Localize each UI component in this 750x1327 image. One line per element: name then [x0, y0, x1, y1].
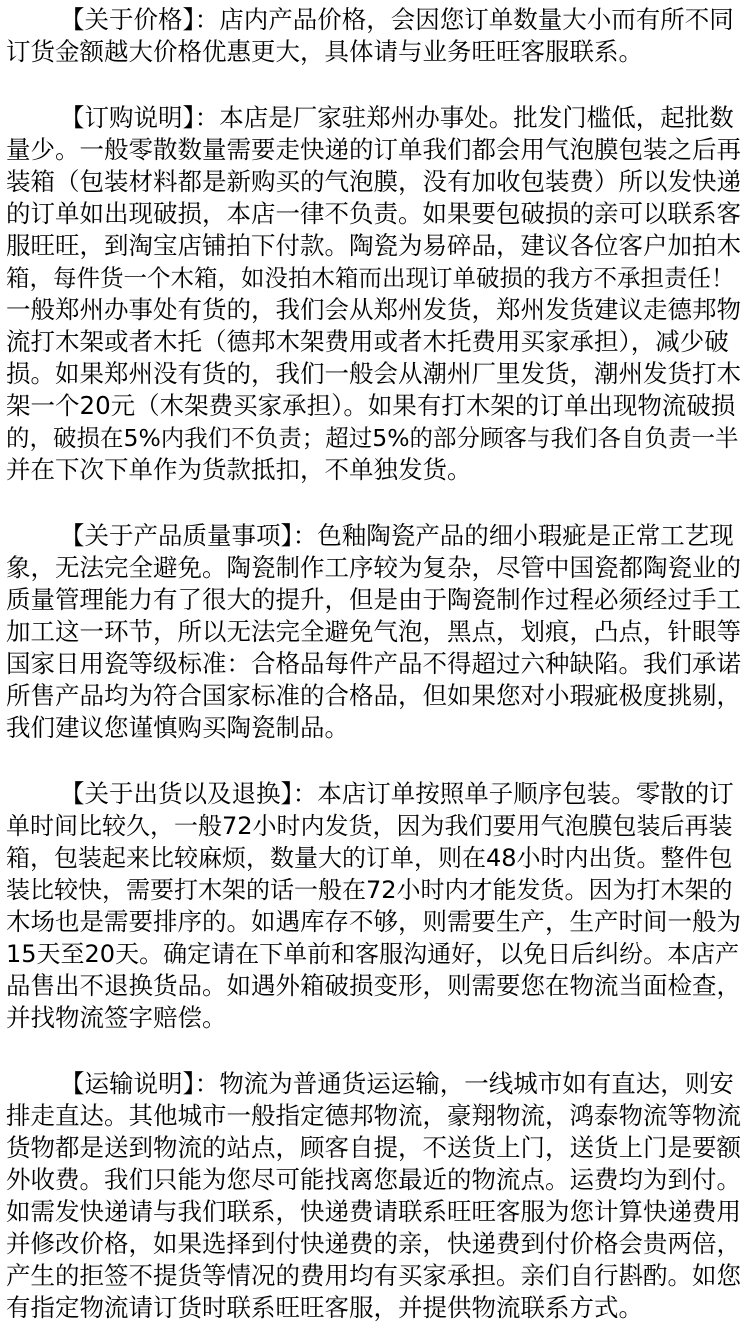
text-line: 外收费。我们只能为您尽可能找离您最近的物流点。运费均为到付。	[6, 1165, 741, 1194]
document-body	[6, 4, 746, 1324]
text-line: 如需发快递请与我们联系，快递费请联系旺旺客服为您计算快递费用	[6, 1197, 741, 1226]
text-line: 品售出不退换货品。如遇外箱破损变形，则需要您在物流当面检查，	[6, 971, 741, 1000]
text-line: 15天至20天。确定请在下单前和客服沟通好，以免日后纠纷。本店产	[6, 940, 740, 968]
text-line: 排走直达。其他城市一般指定德邦物流，豪翔物流，鸿泰物流等物流	[6, 1101, 741, 1130]
section-transport	[6, 1068, 746, 1324]
text-line: 服旺旺，到淘宝店铺拍下付款。陶瓷为易碎品，建议各位客户加拍木	[6, 231, 741, 260]
text-line: 流打木架或者木托（德邦木架费用或者木托费用买家承担），减少破	[6, 327, 729, 356]
text-line: 【关于产品质量事项】：色釉陶瓷产品的细小瑕疵是正常工艺现	[60, 521, 734, 550]
text-line: 【运输说明】：物流为普通货运运输，一线城市如有直达，则安	[60, 1069, 734, 1098]
section-quality	[6, 520, 746, 744]
text-line: 箱，包装起来比较麻烦，数量大的订单，则在48小时内出货。整件包	[6, 844, 733, 872]
text-line: 并找物流签字赔偿。	[6, 1003, 227, 1032]
text-line: 的，破损在5%内我们不负责；超过5%的部分顾客与我们各自负责一半	[6, 424, 739, 452]
text-line: 国家日用瓷等级标准：合格品每件产品不得超过六种缺陷。我们承诺	[6, 649, 741, 678]
text-line: 的订单如出现破损，本店一律不负责。如果要包破损的亲可以联系客	[6, 199, 741, 228]
text-line: 一般郑州办事处有货的，我们会从郑州发货，郑州发货建议走德邦物	[6, 295, 741, 324]
text-line: 所售产品均为符合国家标准的合格品，但如果您对小瑕疵极度挑剔，	[6, 681, 741, 710]
text-line: 产生的拒签不提货等情况的费用均有买家承担。亲们自行斟酌。如您	[6, 1261, 741, 1290]
text-line: 单时间比较久，一般72小时内发货，因为我们要用气泡膜包装后再装	[6, 812, 733, 840]
text-line: 象，无法完全避免。陶瓷制作工序较为复杂，尽管中国瓷都陶瓷业的	[6, 553, 741, 582]
text-line: 箱，每件货一个木箱，如没拍木箱而出现订单破损的我方不承担责任！	[6, 264, 735, 292]
section-ordering	[6, 102, 746, 486]
text-line: 并修改价格，如果选择到付快递费的亲，快递费到付价格会贵两倍，	[6, 1229, 741, 1258]
text-line: 损。如果郑州没有货的，我们一般会从潮州厂里发货，潮州发货打木	[6, 359, 741, 388]
section-gap	[6, 744, 746, 778]
text-line: 量少。一般零散数量需要走快递的订单我们都会用气泡膜包装之后再	[6, 135, 741, 164]
section-shipping-returns	[6, 778, 746, 1034]
text-line: 木场也是需要排序的。如遇库存不够，则需要生产，生产时间一般为	[6, 907, 741, 936]
text-line: 装箱（包装材料都是新购买的气泡膜，没有加收包装费）所以发快递	[6, 167, 741, 196]
text-line: 货物都是送到物流的站点，顾客自提，不送货上门，送货上门是要额	[6, 1133, 741, 1162]
text-line: 并在下次下单作为货款抵扣，不单独发货。	[6, 455, 472, 484]
text-line: 装比较快，需要打木架的话一般在72小时内才能发货。因为打木架的	[6, 876, 733, 904]
text-line: 质量管理能力有了很大的提升，但是由于陶瓷制作过程必须经过手工	[6, 585, 741, 614]
text-line: 加工这一环节，所以无法完全避免气泡，黑点，划痕，凸点，针眼等	[6, 617, 741, 646]
section-price	[6, 4, 746, 68]
text-line: 【订购说明】：本店是厂家驻郑州办事处。批发门槛低，起批数	[60, 103, 734, 132]
text-line: 架一个20元（木架费买家承担）。如果有打木架的订单出现物流破损	[6, 391, 736, 420]
text-line: 我们建议您谨慎购买陶瓷制品。	[6, 713, 349, 742]
text-line: 【关于出货以及退换】：本店订单按照单子顺序包装。零散的订	[60, 779, 734, 808]
text-line: 有指定物流请订货时联系旺旺客服，并提供物流联系方式。	[6, 1293, 643, 1322]
section-gap	[6, 68, 746, 102]
section-gap	[6, 1034, 746, 1068]
text-line: 【关于价格】：店内产品价格，会因您订单数量大小而有所不同	[60, 5, 734, 34]
text-line: 订货金额越大价格优惠更大，具体请与业务旺旺客服联系。	[6, 37, 643, 66]
section-gap	[6, 486, 746, 520]
